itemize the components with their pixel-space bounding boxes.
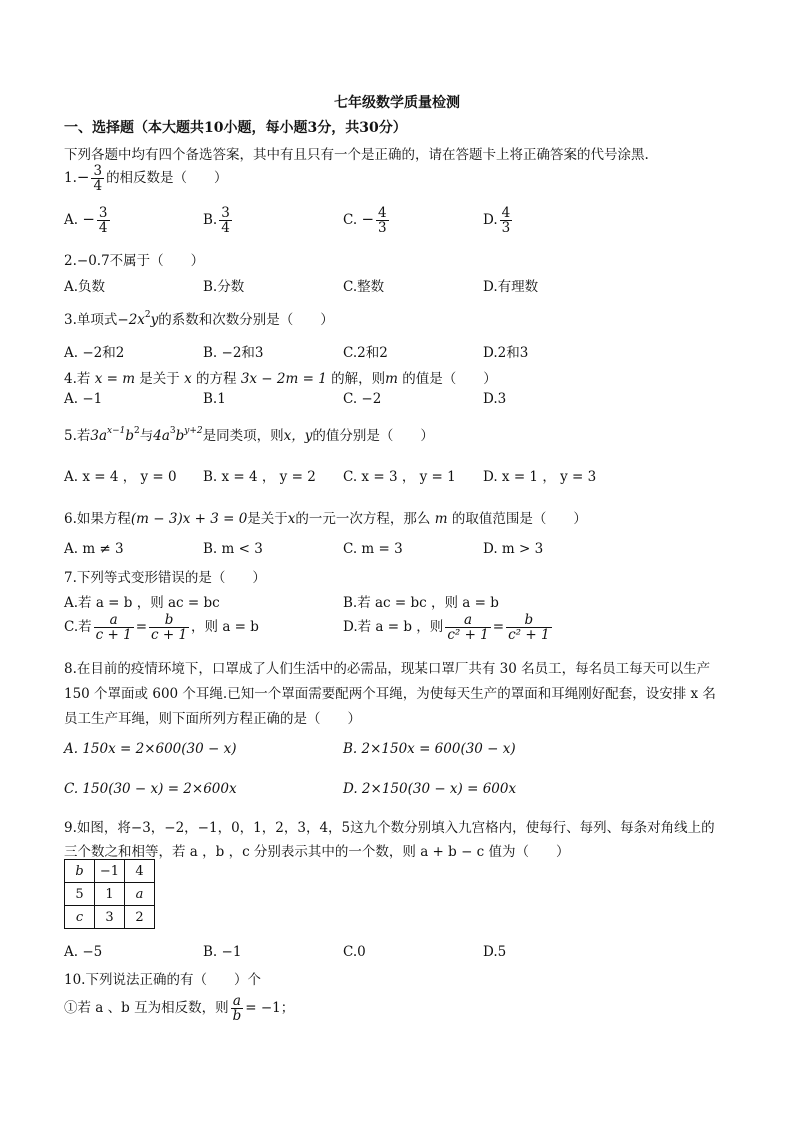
q5-option-c: C. x = 3 ， y = 1 bbox=[343, 469, 456, 485]
q5-option-a: A. x = 4 ， y = 0 bbox=[64, 469, 177, 485]
q8-option-b: B. 2×150x = 600(30 − x) bbox=[343, 741, 516, 757]
q3-option-a: A. −2和2 bbox=[64, 345, 125, 361]
q3-option-d: D.2和3 bbox=[483, 345, 529, 361]
q4-option-a: A. −1 bbox=[64, 391, 103, 407]
q9-option-a: A. −5 bbox=[64, 944, 103, 960]
q2-option-d: D.有理数 bbox=[483, 279, 539, 295]
question-8-line-3: 员工生产耳绳，则下面所列方程正确的是（ ） bbox=[64, 711, 361, 727]
question-10-stem: 10.下列说法正确的有（ ）个 bbox=[64, 972, 261, 988]
page-title: 七年级数学质量检测 bbox=[334, 95, 460, 111]
q5-option-d: D. x = 1 ， y = 3 bbox=[483, 469, 597, 485]
fraction: $\frac{3}{4}$ bbox=[93, 163, 103, 195]
question-2-stem: 2.−0.7不属于（ ） bbox=[64, 253, 205, 269]
grid-cell: −1 bbox=[95, 860, 125, 883]
grid-row bbox=[65, 906, 155, 929]
grid-cell: c bbox=[65, 906, 95, 929]
q1-option-a: A. − $\frac{3}{4}$ bbox=[64, 205, 108, 237]
q9-option-d: D.5 bbox=[483, 944, 507, 960]
section-heading: 一、选择题（本大题共10小题，每小题3分，共30分） bbox=[64, 120, 407, 136]
grid-cell: 2 bbox=[125, 906, 155, 929]
grid-row bbox=[65, 883, 155, 906]
question-4-stem: 4.若 x = m 是关于 x 的方程 3x − 2m = 1 的解，则m 的值是（ ） bbox=[64, 371, 497, 387]
instructions: 下列各题中均有四个备选答案，其中有且只有一个是正确的，请在答题卡上将正确答案的代号涂黑. bbox=[64, 147, 649, 163]
q6-option-b: B. m < 3 bbox=[203, 541, 263, 557]
q9-option-b: B. −1 bbox=[203, 944, 242, 960]
question-8-line-2: 150 个罩面或 600 个耳绳.已知一个罩面需要配两个耳绳，为使每天生产的罩面和耳绳刚好配套，设安排 x 名 bbox=[64, 686, 716, 702]
question-9-line-2: 三个数之和相等，若 a ，b ，c 分别表示其中的一个数，则 a + b − c 值为（ ） bbox=[64, 844, 570, 860]
q10-item-1: ①若 a 、b 互为相反数，则 $\frac{a}{b}$ = −1； bbox=[64, 993, 295, 1025]
magic-square-grid bbox=[64, 859, 155, 929]
q6-option-a: A. m ≠ 3 bbox=[64, 541, 124, 557]
grid-cell: a bbox=[125, 883, 155, 906]
question-6-stem: 6.如果方程(m − 3)x + 3 = 0是关于x的一元一次方程，那么 m 的取值范围是（ ） bbox=[64, 511, 587, 527]
q4-option-d: D.3 bbox=[483, 391, 507, 407]
question-3-stem: 3.单项式$-2x^2y$的系数和次数分别是（ ） bbox=[64, 310, 334, 328]
grid-row bbox=[65, 860, 155, 883]
q4-option-b: B.1 bbox=[203, 391, 226, 407]
q1-option-b: B. $\frac{3}{4}$ bbox=[203, 205, 230, 237]
q7-option-b: B.若 ac = bc ，则 a = b bbox=[343, 595, 499, 611]
q6-option-d: D. m > 3 bbox=[483, 541, 544, 557]
question-9-line-1: 9.如图，将−3，−2，−1，0，1，2，3，4，5这九个数分别填入九宫格内，使每行、每列、每条对角线上的 bbox=[64, 820, 715, 836]
q4-option-c: C. −2 bbox=[343, 391, 382, 407]
q7-option-d: D.若 a = b ，则 $\frac{a}{\text{c² + 1}}$ = $\frac{b}{\text{c² + 1}}$ bbox=[343, 612, 550, 644]
q9-option-c: C.0 bbox=[343, 944, 366, 960]
grid-cell: 1 bbox=[95, 883, 125, 906]
q2-option-c: C.整数 bbox=[343, 279, 385, 295]
q5-option-b: B. x = 4 ， y = 2 bbox=[203, 469, 316, 485]
grid-cell: 5 bbox=[65, 883, 95, 906]
q1-option-d: D. $\frac{4}{3}$ bbox=[483, 205, 511, 237]
question-7-stem: 7.下列等式变形错误的是（ ） bbox=[64, 570, 266, 586]
q8-option-a: A. 150x = 2×600(30 − x) bbox=[64, 741, 237, 757]
q3-option-c: C.2和2 bbox=[343, 345, 388, 361]
q3-option-b: B. −2和3 bbox=[203, 345, 264, 361]
question-5-stem: 5.若$3a^{x-1}b^2$与$4a^3b^{y+2}$是同类项，则x，y的值分别是（ ） bbox=[64, 426, 434, 444]
question-8-line-1: 8.在目前的疫情环境下，口罩成了人们生活中的必需品，现某口罩厂共有 30 名员工，每名员工每天可以生产 bbox=[64, 661, 711, 677]
grid-cell: 3 bbox=[95, 906, 125, 929]
grid-cell: b bbox=[65, 860, 95, 883]
q2-option-a: A.负数 bbox=[64, 279, 106, 295]
q7-option-a: A.若 a = b ，则 ac = bc bbox=[64, 595, 220, 611]
q8-option-d: D. 2×150(30 − x) = 600x bbox=[343, 781, 517, 797]
q8-option-c: C. 150(30 − x) = 2×600x bbox=[64, 781, 237, 797]
question-1-stem: 1.− $\frac{3}{4}$ 的相反数是（ ） bbox=[64, 163, 228, 195]
grid-cell: 4 bbox=[125, 860, 155, 883]
q1-option-c: C. − $\frac{4}{3}$ bbox=[343, 205, 387, 237]
q6-option-c: C. m = 3 bbox=[343, 541, 403, 557]
q2-option-b: B.分数 bbox=[203, 279, 245, 295]
q7-option-c: C.若 $\frac{a}{c + 1}$ = $\frac{b}{c + 1}$ ，则 a = b bbox=[64, 612, 259, 644]
